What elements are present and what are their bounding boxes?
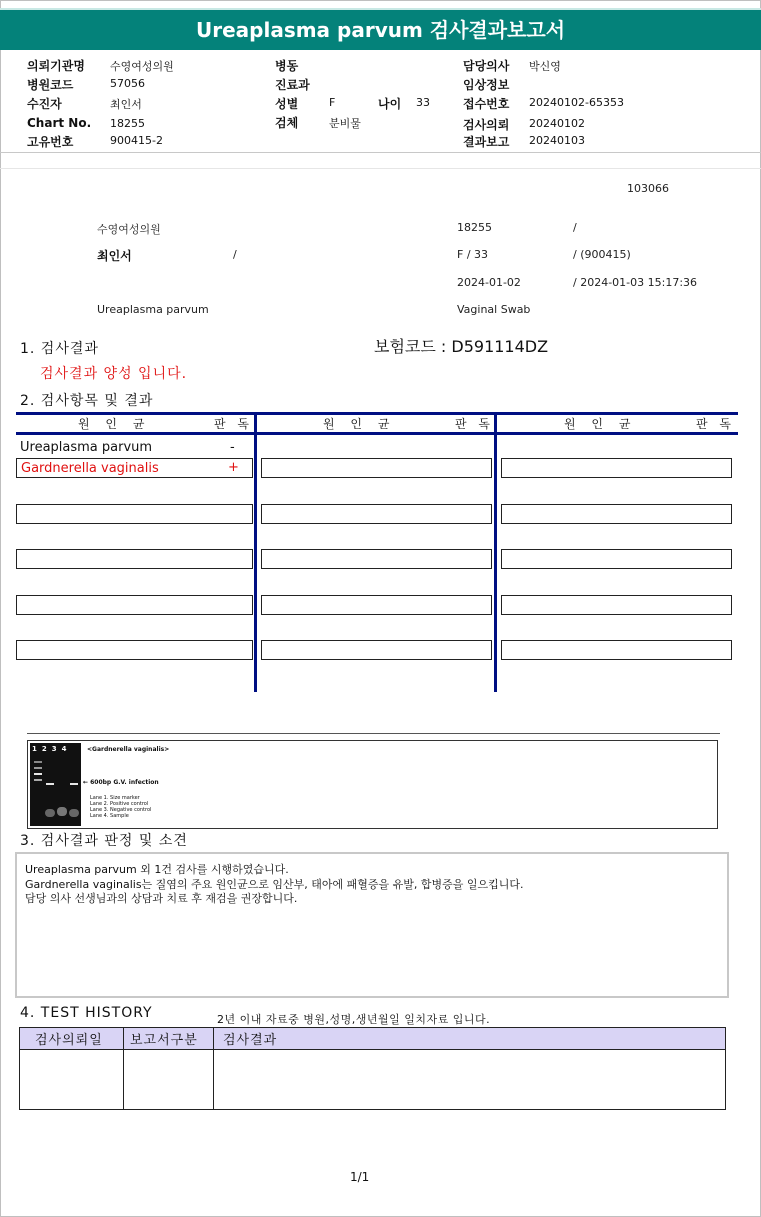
insurance-code: 보험코드 : D591114DZ (374, 337, 549, 356)
header-label: 결과보고 (463, 135, 510, 149)
history-column-header: 검사의뢰일 (35, 1033, 103, 1048)
header-value: 18255 (110, 117, 145, 130)
positive-band (46, 783, 54, 785)
header-label: 의뢰기관명 (27, 59, 85, 73)
header-label: 접수번호 (463, 97, 510, 111)
empty-cell (16, 504, 253, 524)
separator-text: / (573, 221, 577, 234)
column-header-organism: 원 인 균 (78, 417, 151, 431)
section-1-heading: 1. 검사결과 (20, 341, 99, 357)
opinion-line: Gardnerella vaginalis는 질염의 주요 원인균으로 임산부, 태아에 패혈증을 유발, 합병증을 일으킵니다. (25, 878, 524, 891)
history-header (20, 1028, 725, 1050)
column-header-judgement: 판 독 (214, 417, 253, 431)
empty-cell (501, 640, 732, 660)
column-header-judgement: 판 독 (696, 417, 735, 431)
specimen-type: Vaginal Swab (457, 303, 531, 316)
gel-legend-item: Lane 1. Size marker (90, 795, 140, 801)
organism-name: Gardnerella vaginalis (21, 461, 159, 476)
patient-name: 최인서 (97, 249, 132, 263)
empty-cell (261, 595, 492, 615)
column-header-judgement: 판 독 (455, 417, 494, 431)
table-row (16, 458, 253, 478)
gel-image (30, 743, 81, 826)
report-number: 103066 (627, 182, 669, 195)
report-datetime: / 2024-01-03 15:17:36 (573, 276, 698, 289)
empty-cell (16, 549, 253, 569)
header-value: 분비물 (329, 117, 361, 130)
column-divider (494, 412, 497, 692)
section-4-heading: 4. TEST HISTORY (20, 1005, 153, 1021)
gel-panel (27, 740, 718, 829)
header-value: F (329, 96, 336, 109)
divider (0, 152, 761, 153)
header-label: 나이 (378, 97, 402, 111)
divider (0, 168, 761, 169)
gel-legend-item: Lane 3. Negative control (90, 807, 152, 813)
organism-result: - (230, 440, 235, 455)
lane-number: 2 (41, 745, 52, 753)
organism-result: + (228, 460, 239, 475)
header-label: Chart No. (27, 116, 92, 130)
header-label: 담당의사 (463, 59, 510, 73)
section-3-heading: 3. 검사결과 판정 및 소견 (20, 833, 188, 849)
header-label: 병동 (275, 59, 299, 73)
gel-band-label: ← 600bp G.V. infection (83, 779, 159, 786)
result-summary: 검사결과 양성 입니다. (40, 366, 188, 382)
page-number: 1/1 (350, 1170, 370, 1184)
header-value: 수영여성의원 (110, 60, 174, 73)
separator-text: / (233, 248, 237, 261)
header-value: 33 (416, 96, 430, 109)
marker-band (34, 761, 42, 763)
gel-title: <Gardnerella vaginalis> (87, 746, 170, 753)
organism-name: Ureaplasma parvum (20, 440, 153, 455)
column-header-organism: 원 인 균 (323, 417, 396, 431)
primer-smear (45, 809, 55, 817)
header-label: 고유번호 (27, 135, 74, 149)
primer-smear (69, 809, 79, 817)
marker-band (34, 773, 42, 775)
header-value: 20240102-65353 (529, 96, 624, 109)
empty-cell (501, 458, 732, 478)
gel-legend-item: Lane 2. Positive control (90, 801, 149, 807)
history-column-header: 검사결과 (223, 1033, 278, 1048)
column-divider (254, 412, 257, 692)
history-table (19, 1027, 726, 1110)
header-label: 검체 (275, 116, 299, 130)
header-value: 20240102 (529, 117, 585, 130)
empty-cell (501, 549, 732, 569)
empty-cell (16, 595, 253, 615)
column-divider (213, 1028, 214, 1109)
column-header-organism: 원 인 균 (564, 417, 637, 431)
header-value: 57056 (110, 77, 145, 90)
header-value: 900415-2 (110, 134, 163, 147)
lane-number: 4 (61, 745, 72, 753)
header-label: 병원코드 (27, 78, 74, 92)
marker-band (34, 767, 42, 769)
request-date: 2024-01-02 (457, 276, 521, 289)
empty-cell (501, 595, 732, 615)
report-title: Ureaplasma parvum 검사결과보고서 (0, 8, 761, 50)
hospital-name: 수영여성의원 (97, 223, 161, 236)
lane-number: 3 (51, 745, 62, 753)
empty-cell (501, 504, 732, 524)
header-value: 박신영 (529, 60, 561, 73)
header-value: 20240103 (529, 134, 585, 147)
header-value: 최인서 (110, 98, 142, 111)
opinion-box (15, 852, 729, 998)
header-label: 임상정보 (463, 78, 510, 92)
sample-band (70, 783, 78, 785)
history-note: 2년 이내 자료중 병원,성명,생년월일 일치자료 입니다. (217, 1013, 491, 1026)
gel-legend-item: Lane 4. Sample (90, 813, 129, 819)
empty-cell (261, 640, 492, 660)
empty-cell (261, 458, 492, 478)
marker-band (34, 779, 42, 781)
header-label: 수진자 (27, 97, 62, 111)
header-label: 검사의뢰 (463, 118, 510, 132)
sex-age: F / 33 (457, 248, 489, 261)
section-2-heading: 2. 검사항목 및 결과 (20, 393, 154, 409)
header-label: 진료과 (275, 78, 310, 92)
primer-smear (57, 807, 67, 816)
chart-number: 18255 (457, 221, 492, 234)
divider (27, 733, 720, 734)
empty-cell (261, 504, 492, 524)
opinion-line: 담당 의사 선생님과의 상담과 치료 후 재검을 권장합니다. (25, 892, 298, 905)
empty-cell (16, 640, 253, 660)
history-column-header: 보고서구분 (130, 1033, 198, 1048)
lane-numbers (32, 745, 72, 753)
column-divider (123, 1028, 124, 1109)
test-name: Ureaplasma parvum (97, 303, 209, 316)
lane-number: 1 (32, 745, 42, 753)
table-header-rule (16, 432, 738, 435)
empty-cell (261, 549, 492, 569)
opinion-line: Ureaplasma parvum 외 1건 검사를 시행하였습니다. (25, 863, 289, 876)
birth-date: / (900415) (573, 248, 631, 261)
header-label: 성별 (275, 97, 299, 111)
